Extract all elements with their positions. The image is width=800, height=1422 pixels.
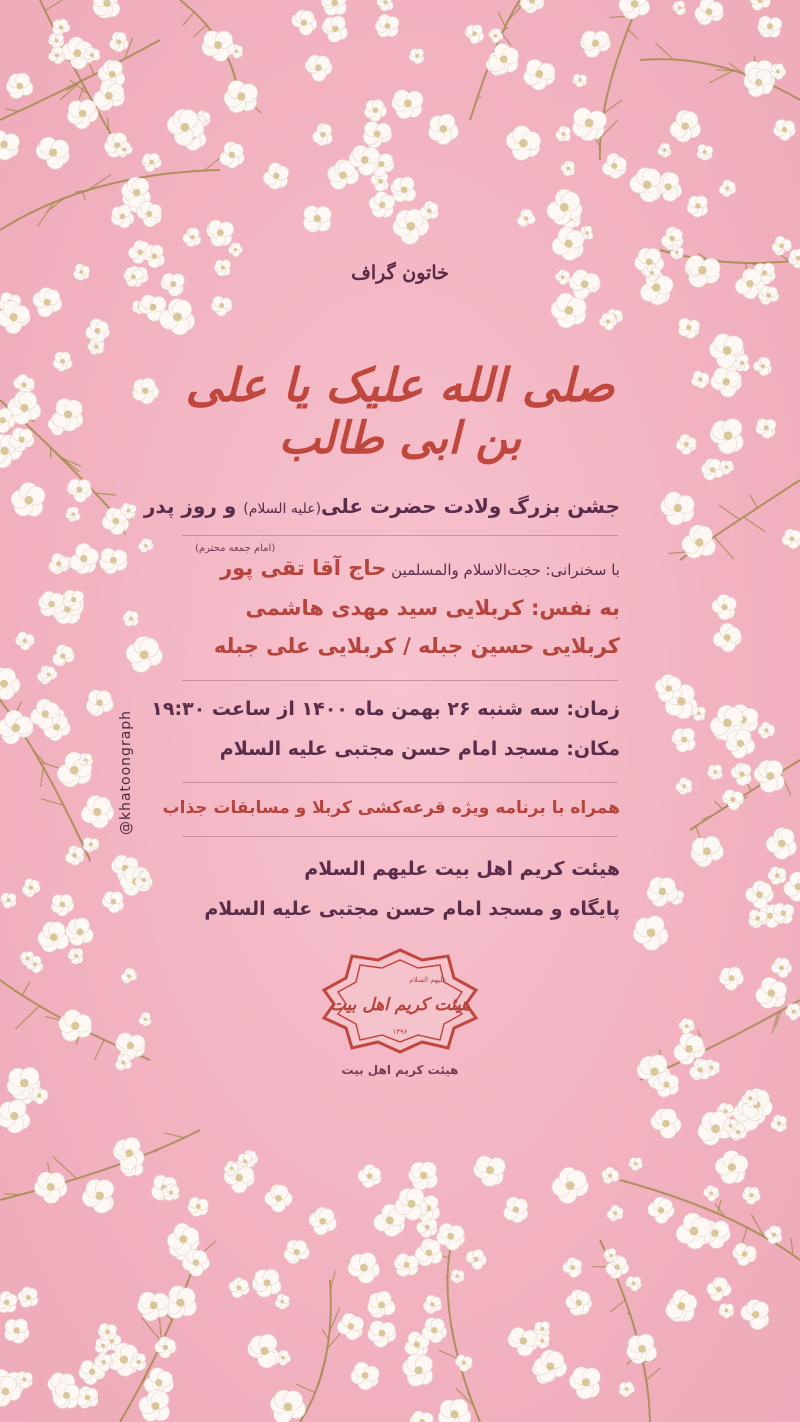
svg-text:هیئت کریم اهل بیت: هیئت کریم اهل بیت (329, 995, 471, 1015)
instagram-handle: @khatoongraph (118, 709, 134, 835)
brand-logo-text: خاتون گراف (351, 262, 449, 284)
svg-text:۱۳۹۶: ۱۳۹۶ (392, 1028, 408, 1036)
svg-text:علیهم السلام: علیهم السلام (409, 976, 447, 984)
headline-line-2: بن ابی طالب (278, 413, 522, 464)
calligraphy-headline (150, 355, 650, 469)
divider (182, 782, 618, 783)
divider (182, 680, 618, 681)
event-time: زمان: سه شنبه ۲۶ بهمن ماه ۱۴۰۰ از ساعت ۱۹:۳۰ (151, 698, 620, 720)
subtitle-main: جشن بزرگ ولادت حضرت علی (321, 494, 620, 518)
speaker-name: حاج آقا تقی پور (220, 556, 387, 580)
headline-line-1: صلی الله علیک یا علی (185, 358, 615, 412)
event-place: مکان: مسجد امام حسن مجتبی علیه السلام (219, 738, 620, 760)
speaker-line (220, 556, 620, 580)
divider (182, 535, 618, 536)
divider (182, 836, 618, 837)
subtitle-paren: (علیه السلام) (243, 501, 322, 517)
speaker-note: (امام جمعه محترم) (195, 543, 276, 554)
eulogist-line-1: به نفس: کربلایی سید مهدی هاشمی (245, 596, 620, 620)
host-line-2: پایگاه و مسجد امام حسن مجتبی علیه السلام (204, 898, 620, 920)
speaker-prefix: با سخنرانی: حجت‌الاسلام والمسلمین (391, 561, 620, 579)
subtitle-tail: و روز پدر (143, 494, 237, 518)
logo-caption: هیئت کریم اهل بیت (341, 1063, 459, 1077)
program-line: همراه با برنامه ویژه قرعه‌کشی کربلا و مسابقات جذاب (162, 798, 620, 818)
heyat-seal-logo (316, 946, 484, 1056)
event-subtitle (144, 494, 620, 518)
eulogist-line-2: کربلایی حسین جبله / کربلایی علی جبله (213, 634, 620, 658)
host-line-1: هیئت کریم اهل بیت علیهم السلام (304, 858, 620, 880)
